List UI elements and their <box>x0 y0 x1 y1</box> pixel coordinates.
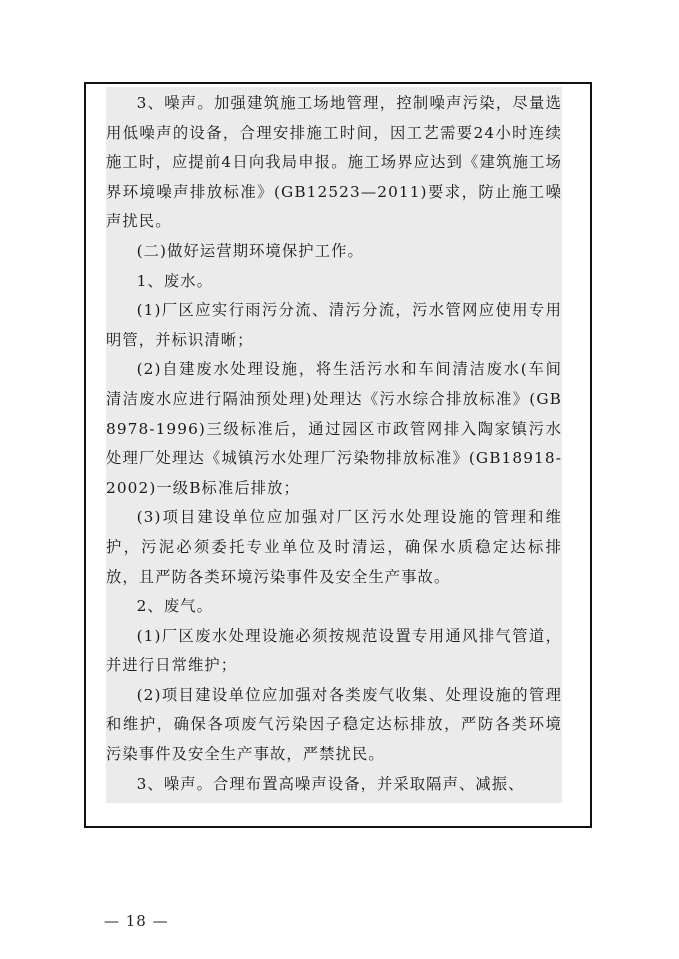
scanned-text-block <box>106 87 562 803</box>
paragraph-exhaust-1: (1)厂区废水处理设施必须按规范设置专用通风排气管道，并进行日常维护； <box>106 626 562 675</box>
paragraph-construction-noise: 3、噪声。加强建筑施工场地管理，控制噪声污染，尽量选用低噪声的设备，合理安排施工时间，因工艺需要24小时连续施工时，应提前4日向我局申报。施工场界应达到《建筑施工场界环境噪声排放标准》(GB12523—2011)要求，防止施工噪声扰民。 <box>106 94 562 231</box>
subheading-wastewater: 1、废水。 <box>136 271 214 290</box>
page-number: — 18 — <box>104 912 169 930</box>
paragraph-wastewater-2: (2)自建废水处理设施，将生活污水和车间清洁废水(车间清洁废水应进行隔油预处理)处理达《污水综合排放标准》(GB8978-1996)三级标准后，通过园区市政管网排入陶家镇污水处理厂处理达《城镇污水处理厂污染物排放标准》(GB18918-2002)一级B标准后排放； <box>106 360 562 497</box>
paragraph-wastewater-3: (3)项目建设单位应加强对厂区污水处理设施的管理和维护，污泥必须委托专业单位及时清运，确保水质稳定达标排放，且严防各类环境污染事件及安全生产事故。 <box>106 508 562 586</box>
paragraph-operation-noise: 3、噪声。合理布置高噪声设备，并采取隔声、减振、 <box>136 774 525 793</box>
subheading-exhaust: 2、废气。 <box>136 597 214 616</box>
paragraph-exhaust-2: (2)项目建设单位应加强对各类废气收集、处理设施的管理和维护，确保各项废气污染因子稳定达标排放，严防各类环境污染事件及安全生产事故，严禁扰民。 <box>106 685 562 764</box>
paragraph-wastewater-1: (1)厂区应实行雨污分流、清污分流，污水管网应使用专用明管，并标识清晰； <box>106 301 562 349</box>
section-heading-operation: (二)做好运营期环境保护工作。 <box>136 241 364 260</box>
